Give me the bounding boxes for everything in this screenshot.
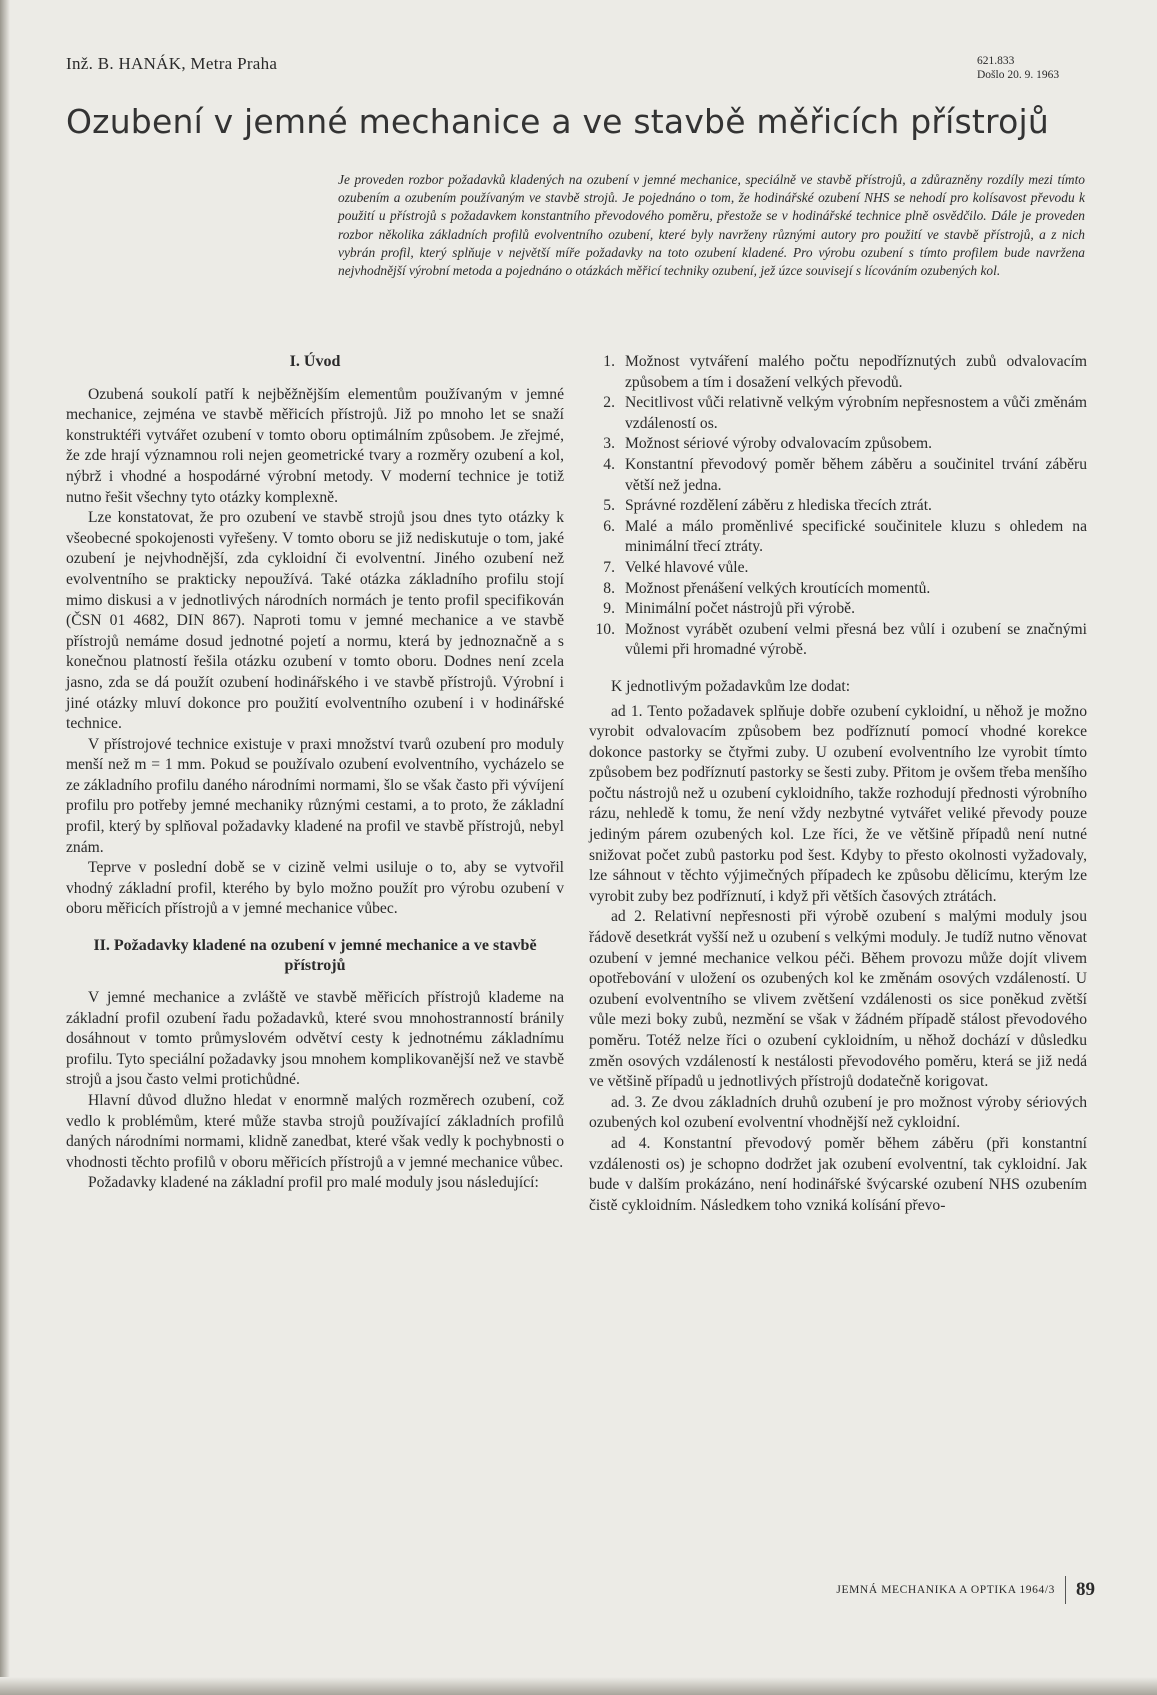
list-text: Možnost vyrábět ozubení velmi přesná bez vůlí i ozubení se značnými vůlemi při hromadné výrobě. (625, 620, 1087, 659)
udc-code: 621.833 (977, 55, 1015, 67)
paragraph: ad 1. Tento požadavek splňuje dobře ozubení cykloidní, u něhož je možno vyrobit odvalovacím způsobem bez podříznutí pomocí vhodné korekce dokonce pastorky se čtyřmi zuby. U ozubení evolventního lze vyrobit tímto způsobem bez podříznutí pastorky se šesti zuby. Přitom je ovšem třeba menšího počtu nástrojů než u ozubení cykloidního, takže rozhodují přednosti výrobního rázu, nehledě k tomu, že není vždy nezbytné vytvářet veliké převody pouze jediným párem ozubených kol. Lze říci, že ve většině případů není nutné snižovat počet zubů pastorku pod šest. Kdyby to přesto okolnosti vyžadovaly, lze sáhnout v těchto výjimečných případech ke způsobu dělicímu, kterým lze vyrobit zuby bez podříznutí, i když při větších časových ztrátách. (589, 702, 1087, 905)
paragraph: Hlavní důvod dlužno hledat v enormně malých rozměrech ozubení, což vedlo k problémům, které může stavba strojů používající základních profilů daných národními normami, klidně zanedbat, které však vedly k pochybnosti o vhodnosti těchto profilů v oboru měřicích přístrojů a v jemné mechanice vůbec. (66, 1092, 564, 1171)
list-item (589, 579, 1087, 600)
page-number: 89 (1076, 1579, 1095, 1600)
list-text: Malé a málo proměnlivé specifické součinitele kluzu s ohledem na minimální třecí ztráty. (625, 517, 1087, 556)
list-number: 2. (603, 394, 615, 412)
left-column (66, 352, 564, 1194)
abstract: Je proveden rozbor požadavků kladených na ozubení v jemné mechanice, speciálně ve stavbě přístrojů, a zdůrazněny rozdíly mezi tímto ozubením a ozubením používaným ve stavbě strojů. Je pojednáno o tom, že hodinářské ozubení NHS se nehodí pro kolísavost převodu k použití u přístrojů s požadavkem konstantního převodového poměru, přestože se v hodinářské technice plně osvědčilo. Dále je proveden rozbor několika základních profilů evolventního ozubení, které byly navrženy různými autory pro použití ve stavbě přístrojů, a z nich vybrán profil, který splňuje v největší míře požadavky na toto ozubení kladené. Pro výrobu ozubení s tímto profilem bude navržena nejvhodnější výrobní metoda a pojednáno o otázkách měřicí techniky ozubení, jež úzce souvisejí s lícováním ozubených kol. (338, 172, 1085, 279)
paragraph: ad. 3. Ze dvou základních druhů ozubení je pro možnost výroby sériových ozubených kol ozubení evolventní vhodnější než cykloidní. (589, 1093, 1087, 1132)
section-heading-requirements: II. Požadavky kladené na ozubení v jemné mechanice a ve stavbě přístrojů (93, 937, 537, 975)
list-text: Necitlivost vůči relativně velkým výrobním nepřesnostem a vůči změnám vzdáleností os. (625, 394, 1087, 432)
paragraph: Ozubená soukolí patří k nejběžnějším elementům používaným v jemné mechanice, zejména ve stavbě měřicích přístrojů. Již po mnoho let se snaží konstruktéři vytvářet ozubení v tomto oboru optimálním způsobem. Je zřejmé, že zde hrají významnou roli nejen geometrické tvary a rozměry ozubení a kol, nýbrž i vhodné a hospodárné výrobní metody. V moderní technice je totiž nutno řešit všechny tyto otázky komplexně. (66, 385, 564, 506)
paragraph: V jemné mechanice a zvláště ve stavbě měřicích přístrojů klademe na základní profil ozubení řadu požadavků, které svou mnohostranností bránily dosáhnout v tomto průmyslovém odvětví cesty k jednotnému základnímu profilu. Tyto speciální požadavky jsou mnohem komplikovanější než ve stavbě strojů a jsou často velmi protichůdné. (66, 989, 564, 1089)
list-number: 7. (603, 558, 615, 576)
list-number: 6. (603, 517, 615, 535)
list-text: Možnost sériové výroby odvalovacím způsobem. (625, 435, 933, 453)
list-number: 10. (595, 620, 615, 638)
paragraph: Lze konstatovat, že pro ozubení ve stavbě strojů jsou dnes tyto otázky k všeobecné spokojenosti vyřešeny. V tomto oboru se již nediskutuje o tom, jaké ozubení je nejvhodnější, zda cykloidní či evolventní. Jiného ozubení než evolventního se prakticky nepoužívá. Také otázka základního profilu stojí mimo diskusi a v jednotlivých národních normách je tento profil specifikován (ČSN 01 4682, DIN 867). Naproti tomu v jemné mechanice a ve stavbě přístrojů nemáme dosud jednotné pojetí a normu, která by jednoznačně a s konečnou platností řešila otázku ozubení v tomto oboru. Dodnes není zcela jasno, zda se dá použít ozubení hodinářského i ve stavbě přístrojů. Výrobní i jiné otázky mluví dokonce pro použití evolventního ozubení i v hodinářské technice. (66, 509, 564, 733)
section-heading-intro: I. Úvod (289, 353, 341, 370)
list-text: Velké hlavové vůle. (625, 558, 749, 576)
list-item (589, 455, 1087, 496)
list-item (589, 599, 1087, 620)
paragraph: V přístrojové technice existuje v praxi množství tvarů ozubení pro moduly menší než m = 1 mm. Pokud se používalo ozubení evolventního, vycházelo se ze základního profilu daného národními normami, šlo se však často při vývíjení profilu pro potřeby jemné mechaniky různými cestami, a to proto, že základní profil, který by splňoval požadavky kladené na profil ve stavbě přístrojů, nebyl znám. (66, 735, 564, 856)
author-line: Inž. B. HANÁK, Metra Praha (66, 54, 278, 73)
list-number: 8. (603, 579, 615, 597)
list-text: Správné rozdělení záběru z hlediska třecích ztrát. (625, 497, 932, 515)
additions-lead: K jednotlivým požadavkům lze dodat: (611, 677, 851, 695)
page-footer (836, 1576, 1095, 1604)
list-number: 1. (603, 353, 615, 370)
paragraph: ad 2. Relativní nepřesnosti při výrobě ozubení s malými moduly jsou řádově desetkrát vyšší než u ozubení s velkými moduly. Je tudíž nutno věnovat ozubení v jemné mechanice velkou péči. Během provozu může dojít vlivem opotřebování v uložení os ozubených kol ke změnám osových vzdáleností. U ozubení evolventního se vlivem zvětšení vzdálenosti os sice poněkud zvětší vůle mezi boky zubů, nezmění se však v žádném případě stálost převodového poměru. Totéž nelze říci o ozubení cykloidním, u něhož dochází v důsledku změn osových vzdáleností k nestálosti převodového poměru, která se již nedá ve většině případů u jednotlivých přístrojů dodatečně korigovat. (589, 908, 1087, 1091)
page-edge-shadow-bottom (0, 1677, 1157, 1695)
list-number: 3. (603, 435, 615, 453)
page-edge-shadow (0, 0, 10, 1695)
list-item (589, 434, 1087, 455)
list-text: Minimální počet nástrojů při výrobě. (625, 600, 855, 618)
list-item (589, 393, 1087, 434)
list-number: 9. (603, 600, 615, 618)
list-text: Možnost přenášení velkých kroutících momentů. (625, 579, 931, 597)
list-number: 5. (603, 497, 615, 515)
paragraph: Teprve v poslední době se v cizině velmi usiluje o to, aby se vytvořil vhodný základní profil, kterého by bylo možno použít pro výrobu ozubení v oboru měřicích přístrojů a v jemné mechanice vůbec. (66, 859, 564, 918)
article-title: Ozubení v jemné mechanice a ve stavbě měřicích přístrojů (66, 102, 1049, 141)
list-item (589, 496, 1087, 517)
paragraph: ad 4. Konstantní převodový poměr během záběru (při konstantní vzdálenosti os) je schopno dodržet jak ozubení evolventní, tak cykloidní. Jak bude v dalším prokázáno, není hodinářské švýcarské ozubení NHS ozubením čistě cykloidním. Následkem toho vzniká kolísání převo- (589, 1134, 1087, 1214)
requirements-list (589, 352, 1087, 661)
list-text: Konstantní převodový poměr během záběru a součinitel trvání záběru větší než jedna. (625, 455, 1087, 494)
list-item (589, 620, 1087, 661)
list-text: Možnost vytváření malého počtu nepodříznutých zubů odvalovacím způsobem a tím i dosažení velkých převodů. (625, 353, 1087, 391)
list-number: 4. (603, 455, 615, 473)
paragraph: Požadavky kladené na základní profil pro malé moduly jsou následující: (88, 1174, 539, 1192)
udc-block (977, 54, 1061, 82)
right-column (589, 352, 1087, 1216)
received-date: Došlo 20. 9. 1963 (977, 69, 1060, 81)
list-item (589, 352, 1087, 393)
list-item (589, 558, 1087, 579)
list-item (589, 517, 1087, 558)
journal-name: JEMNÁ MECHANIKA A OPTIKA 1964/3 (836, 1584, 1055, 1596)
